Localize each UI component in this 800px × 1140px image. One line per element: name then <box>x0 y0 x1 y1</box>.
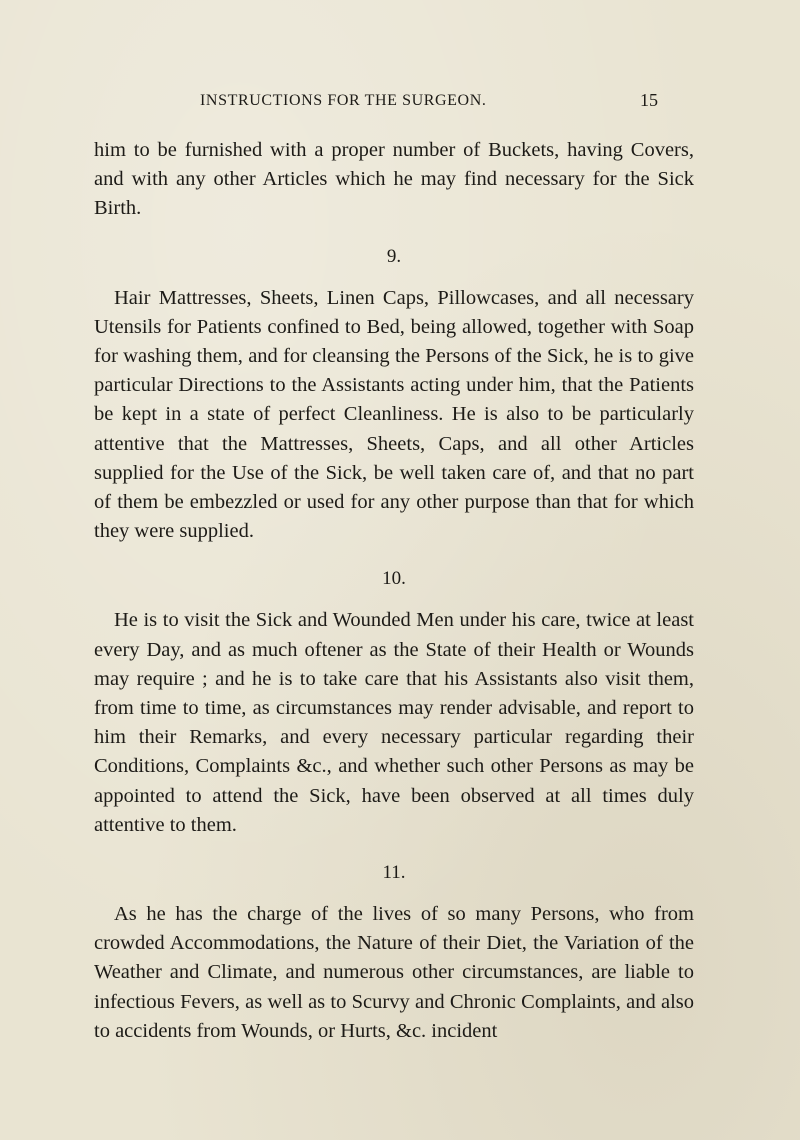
section-number-10: 10. <box>382 568 406 590</box>
section-number-9: 9. <box>386 245 402 267</box>
paragraph-section-9: Hair Mattresses, Sheets, Linen Caps, Pillowcases, and all necessary Utensils for Patients confined to Bed, being allowed, together with Soap for washing them, and for cleansing the Persons of the Sick, he is to give particular Directions to the Assistants acting under him, that the Patients be kept in a state of perfect Cleanliness. He is also to be particularly attentive that the Mattresses, Sheets, Caps, and all other Articles supplied for the Use of the Sick, be well taken care of, and that no part of them be embezzled or used for any other purpose than that for which they were supplied. <box>94 286 694 543</box>
running-head: INSTRUCTIONS FOR THE SURGEON. <box>200 92 487 109</box>
section-number-11: 11. <box>382 862 406 884</box>
body-text <box>94 136 694 1046</box>
page-number: 15 <box>640 90 658 110</box>
paragraph-section-11: As he has the charge of the lives of so many Persons, who from crowded Accommodations, the Nature of their Diet, the Variation of the Weather and Climate, and numerous other circumstances, are liable to infectious Fevers, as well as to Scurvy and Chronic Complaints, and also to accidents from Wounds, or Hurts, &c. incident <box>94 903 694 1042</box>
paragraph-section-10: He is to visit the Sick and Wounded Men under his care, twice at least every Day, and as much oftener as the State of their Health or Wounds may require ; and he is to take care that his Assistants also visit them, from time to time, as circumstances may render advisable, and report to him their Remarks, and every necessary particular regarding their Conditions, Complaints &c., and whether such other Persons as may be appointed to attend the Sick, have been observed at all times duly attentive to them. <box>94 609 694 836</box>
paragraph-continuation: him to be furnished with a proper number of Buckets, having Covers, and with any other Articles which he may find necessary for the Sick Birth. <box>94 139 694 220</box>
